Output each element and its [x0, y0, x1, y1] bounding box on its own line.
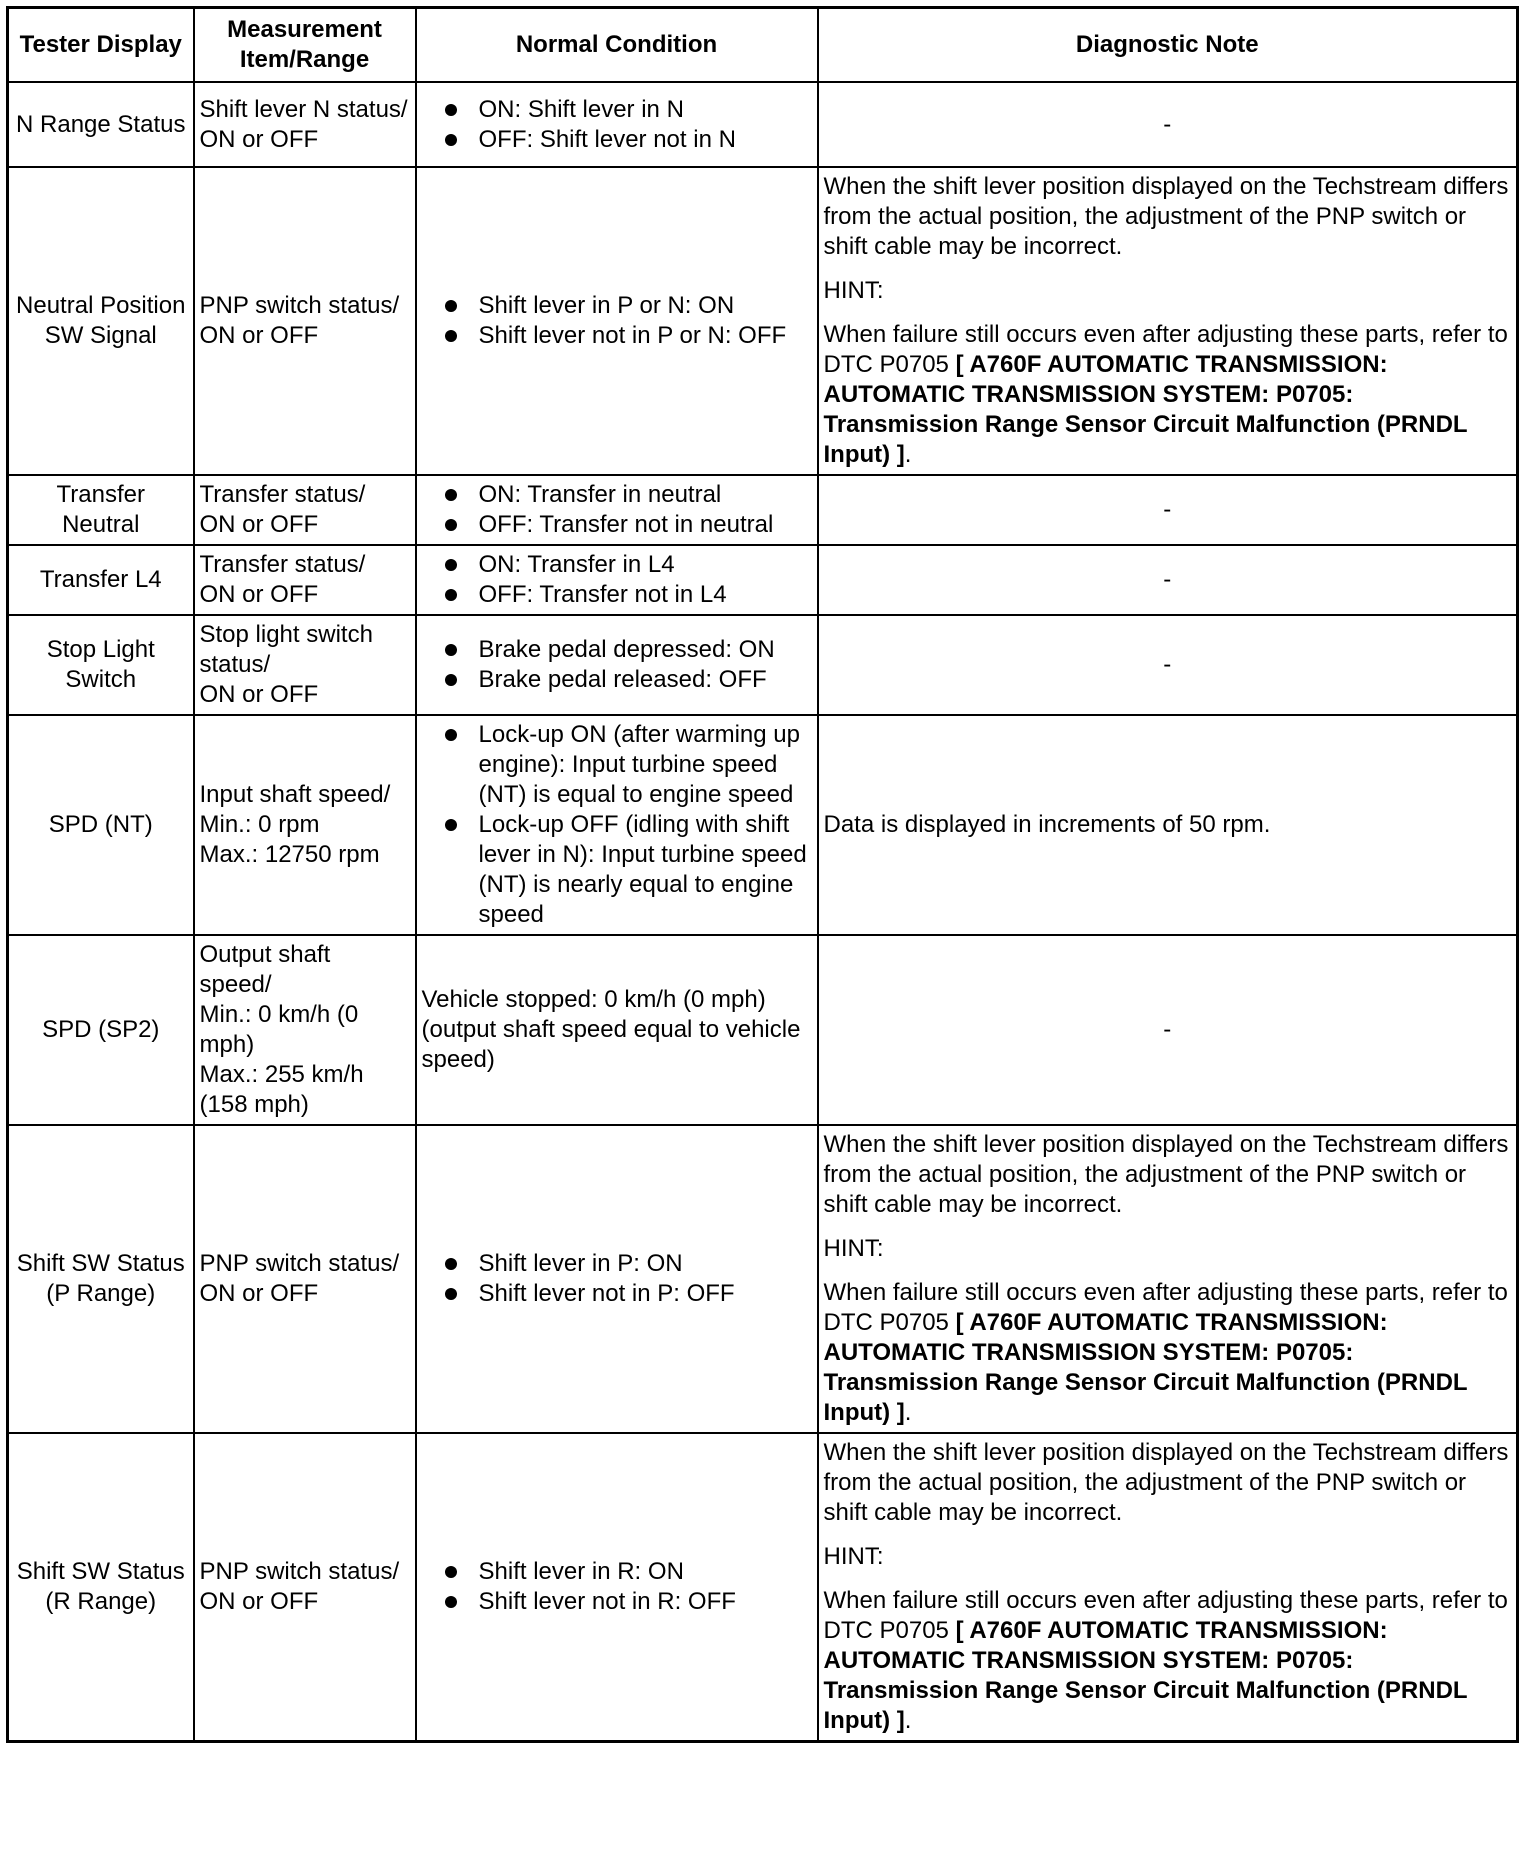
note-end: .	[904, 441, 912, 468]
condition-item: Lock-up OFF (idling with shift lever in N): Input turbine speed (NT) is nearly equal to engine speed	[445, 810, 811, 930]
dtc-reference-link[interactable]: [ A760F AUTOMATIC TRANSMISSION: AUTOMATIC TRANSMISSION SYSTEM: P0705: Transmission Range Sensor Circuit Malfunction (PRNDL Input) ]	[823, 351, 1468, 468]
normal-condition-cell	[416, 167, 818, 475]
diagnostic-note-cell	[818, 167, 1518, 475]
normal-condition-cell	[416, 475, 818, 545]
measurement-cell	[194, 615, 416, 715]
measurement-line: ON or OFF	[199, 1280, 319, 1307]
diagnostic-note-cell: -	[818, 82, 1518, 167]
table-row	[8, 82, 1518, 167]
normal-condition-cell	[416, 615, 818, 715]
note-hint: HINT:	[823, 1543, 884, 1570]
condition-item: Brake pedal released: OFF	[445, 665, 811, 695]
diagnostic-note-cell: -	[818, 935, 1518, 1125]
note-intro: When the shift lever position displayed on the Techstream differs from the actual position, the adjustment of the PNP switch or shift cable may be incorrect.	[823, 1439, 1509, 1526]
table-row	[8, 715, 1518, 935]
measurement-line: Min.: 0 rpm	[199, 811, 320, 838]
measurement-line: PNP switch status/	[199, 292, 400, 319]
measurement-line: Stop light switch status/	[199, 621, 373, 678]
normal-condition-cell	[416, 545, 818, 615]
condition-item: Brake pedal depressed: ON	[445, 635, 811, 665]
header-measurement: Measurement Item/Range	[194, 8, 416, 83]
measurement-line: ON or OFF	[199, 581, 319, 608]
condition-list	[423, 720, 811, 930]
measurement-cell	[194, 715, 416, 935]
measurement-cell	[194, 82, 416, 167]
note-failure-text: When failure still occurs even after adjusting these parts, refer to DTC P0705	[823, 1587, 1508, 1644]
measurement-line: PNP switch status/	[199, 1558, 400, 1585]
measurement-line: Transfer status/	[199, 551, 366, 578]
measurement-line: ON or OFF	[199, 125, 319, 153]
header-tester-display: Tester Display	[8, 8, 194, 83]
note-intro: When the shift lever position displayed on the Techstream differs from the actual position, the adjustment of the PNP switch or shift cable may be incorrect.	[823, 173, 1509, 260]
table-row	[8, 935, 1518, 1125]
condition-item: ON: Transfer in L4	[445, 550, 811, 580]
note-failure-text: When failure still occurs even after adjusting these parts, refer to DTC P0705	[823, 321, 1508, 378]
tester-display-cell: N Range Status	[8, 82, 194, 167]
tester-display-cell: Stop Light Switch	[8, 615, 194, 715]
condition-list	[423, 480, 811, 540]
diagnostic-note-cell: -	[818, 615, 1518, 715]
dtc-reference-link[interactable]: [ A760F AUTOMATIC TRANSMISSION: AUTOMATIC TRANSMISSION SYSTEM: P0705: Transmission Range Sensor Circuit Malfunction (PRNDL Input) ]	[823, 1309, 1468, 1426]
measurement-line: Transfer status/	[199, 481, 366, 508]
diagnostic-note-cell	[818, 1433, 1518, 1742]
measurement-line: Max.: 255 km/h (158 mph)	[199, 1061, 364, 1118]
tester-display-cell: Transfer L4	[8, 545, 194, 615]
tester-display-cell: Neutral Position SW Signal	[8, 167, 194, 475]
condition-item: ON: Transfer in neutral	[445, 480, 811, 510]
condition-item: Shift lever in P or N: ON	[445, 291, 811, 321]
condition-item: Shift lever in P: ON	[445, 1249, 811, 1279]
condition-item: Shift lever not in P or N: OFF	[445, 321, 811, 351]
dtc-reference-link[interactable]: [ A760F AUTOMATIC TRANSMISSION: AUTOMATIC TRANSMISSION SYSTEM: P0705: Transmission Range Sensor Circuit Malfunction (PRNDL Input) ]	[823, 1617, 1468, 1734]
note-hint: HINT:	[823, 277, 884, 304]
data-list-table-wrapper	[6, 6, 1516, 1743]
measurement-line: Output shaft speed/	[199, 941, 331, 998]
condition-item: OFF: Transfer not in L4	[445, 580, 811, 610]
measurement-line: ON or OFF	[199, 1588, 319, 1615]
header-normal-condition: Normal Condition	[416, 8, 818, 83]
normal-condition-cell	[416, 1125, 818, 1433]
note-intro: When the shift lever position displayed on the Techstream differs from the actual position, the adjustment of the PNP switch or shift cable may be incorrect.	[823, 1131, 1509, 1218]
note-failure	[824, 1278, 1513, 1428]
table-row	[8, 1125, 1518, 1433]
normal-condition-cell: Vehicle stopped: 0 km/h (0 mph) (output shaft speed equal to vehicle speed)	[416, 935, 818, 1125]
condition-item: Lock-up ON (after warming up engine): Input turbine speed (NT) is equal to engine speed	[445, 720, 811, 810]
measurement-cell	[194, 935, 416, 1125]
tester-display-cell: SPD (NT)	[8, 715, 194, 935]
measurement-line: Min.: 0 km/h (0 mph)	[199, 1001, 359, 1058]
condition-list	[423, 635, 811, 695]
diagnostic-note-cell: -	[818, 545, 1518, 615]
normal-condition-cell	[416, 82, 818, 167]
normal-condition-cell	[416, 1433, 818, 1742]
diagnostic-note-cell: -	[818, 475, 1518, 545]
note-failure	[824, 1586, 1513, 1736]
diagnostic-note-cell: Data is displayed in increments of 50 rpm.	[818, 715, 1518, 935]
condition-list	[423, 1557, 811, 1617]
table-row	[8, 1433, 1518, 1742]
tester-display-cell: Transfer Neutral	[8, 475, 194, 545]
measurement-line: Shift lever N status/	[199, 95, 408, 123]
measurement-cell	[194, 1125, 416, 1433]
condition-item: Shift lever in R: ON	[445, 1557, 811, 1587]
normal-condition-cell	[416, 715, 818, 935]
condition-item: OFF: Transfer not in neutral	[445, 510, 811, 540]
table-row	[8, 475, 1518, 545]
measurement-line: Input shaft speed/	[199, 781, 391, 808]
table-row	[8, 167, 1518, 475]
header-diagnostic-note: Diagnostic Note	[818, 8, 1518, 83]
condition-item: ON: Shift lever in N	[445, 95, 811, 125]
measurement-cell	[194, 1433, 416, 1742]
condition-list	[423, 95, 811, 155]
measurement-cell	[194, 545, 416, 615]
diagnostic-note-cell	[818, 1125, 1518, 1433]
note-end: .	[904, 1707, 912, 1734]
condition-list	[423, 550, 811, 610]
measurement-line: Max.: 12750 rpm	[199, 841, 380, 868]
note-failure	[824, 320, 1513, 470]
measurement-cell	[194, 475, 416, 545]
note-failure-text: When failure still occurs even after adjusting these parts, refer to DTC P0705	[823, 1279, 1508, 1336]
table-row	[8, 615, 1518, 715]
note-hint: HINT:	[823, 1235, 884, 1262]
table-row	[8, 545, 1518, 615]
condition-item: Shift lever not in P: OFF	[445, 1279, 811, 1309]
measurement-line: ON or OFF	[199, 322, 319, 349]
note-end: .	[904, 1399, 912, 1426]
measurement-line: ON or OFF	[199, 511, 319, 538]
condition-list	[423, 291, 811, 351]
measurement-cell	[194, 167, 416, 475]
condition-item: Shift lever not in R: OFF	[445, 1587, 811, 1617]
condition-item: OFF: Shift lever not in N	[445, 125, 811, 155]
measurement-line: PNP switch status/	[199, 1250, 400, 1277]
tester-display-cell: Shift SW Status (R Range)	[8, 1433, 194, 1742]
header-row	[8, 8, 1518, 83]
condition-list	[423, 1249, 811, 1309]
data-list-table	[6, 6, 1519, 1743]
tester-display-cell: Shift SW Status (P Range)	[8, 1125, 194, 1433]
tester-display-cell: SPD (SP2)	[8, 935, 194, 1125]
measurement-line: ON or OFF	[199, 681, 319, 708]
